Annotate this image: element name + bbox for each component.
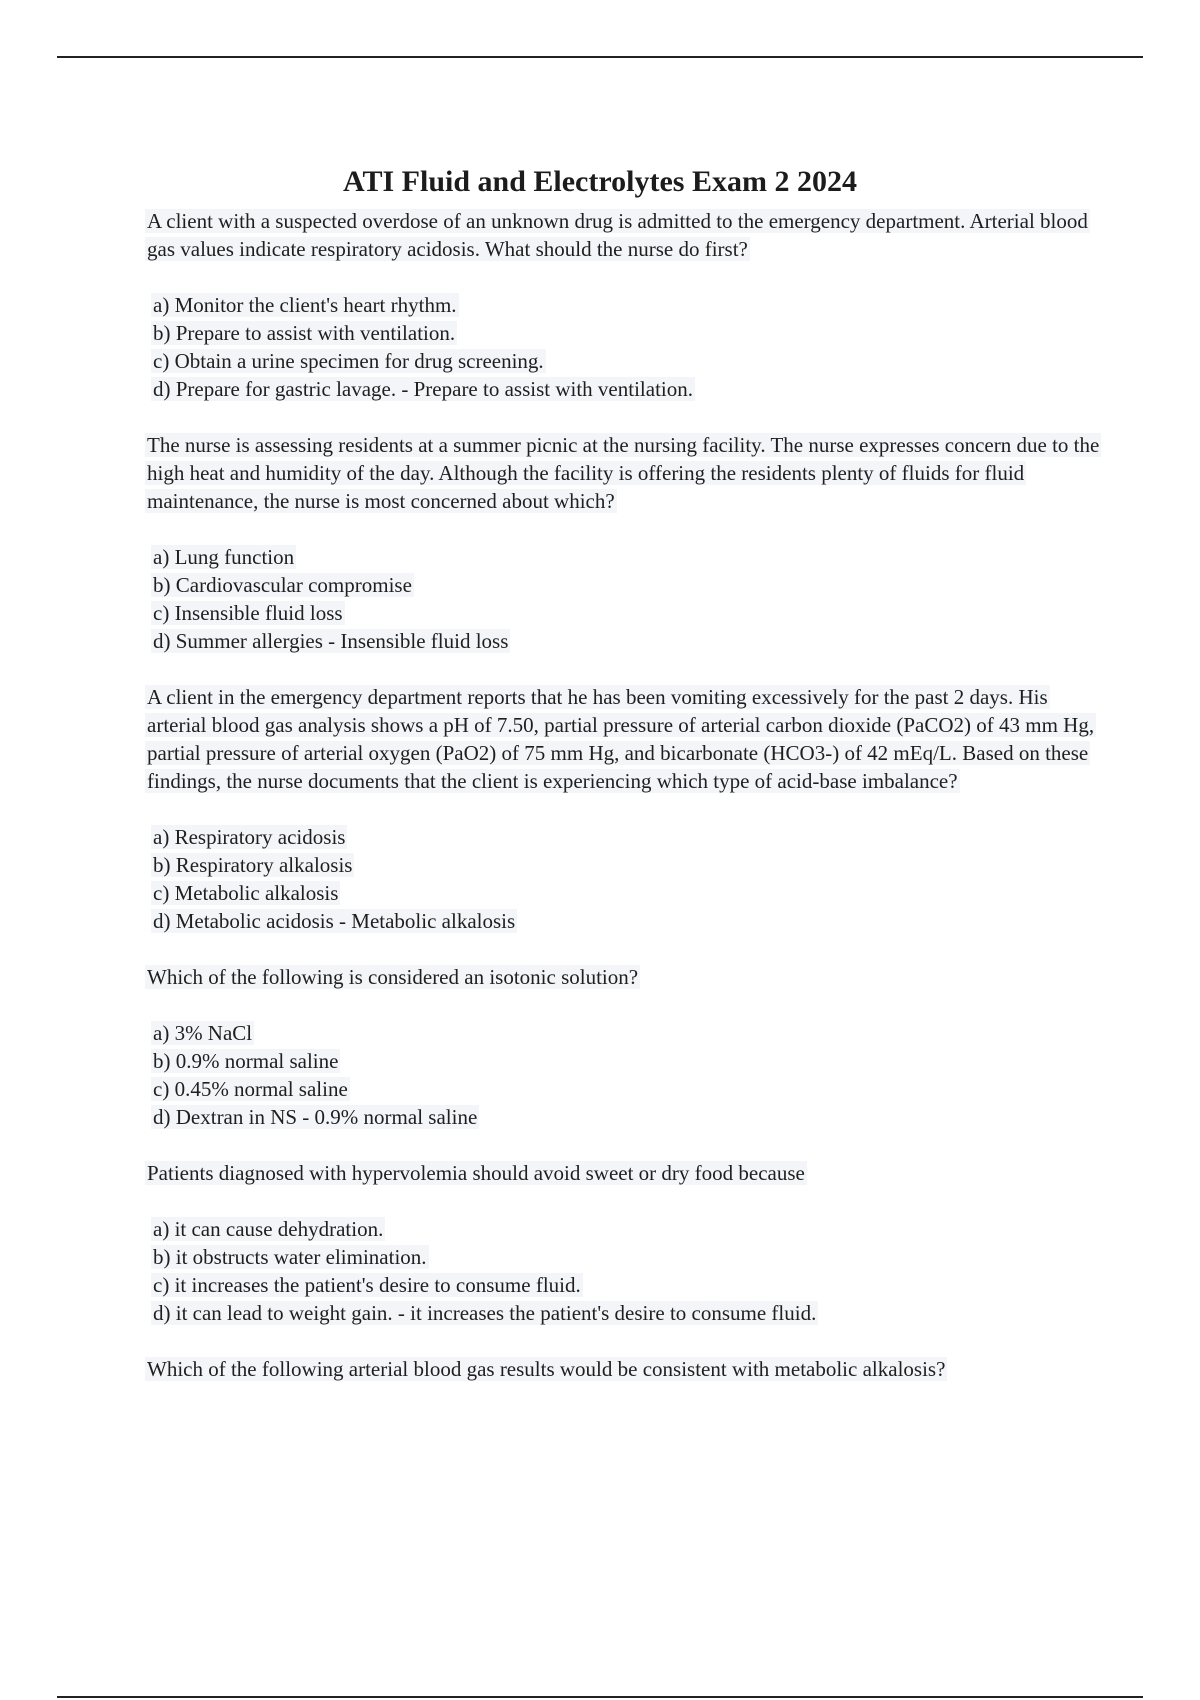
- answer-option-a: a) Monitor the client's heart rhythm.: [153, 293, 457, 317]
- question-text: Which of the following arterial blood gas results would be consistent with metabolic alkalosis?: [147, 1357, 946, 1381]
- answer-option-c: c) Insensible fluid loss: [153, 601, 343, 625]
- question-2: [145, 431, 1105, 655]
- answer-option-a: a) Respiratory acidosis: [153, 825, 346, 849]
- answer-option-b: b) Prepare to assist with ventilation.: [153, 321, 456, 345]
- answer-option-b: b) it obstructs water elimination.: [153, 1245, 427, 1269]
- answer-option-a: a) Lung function: [153, 545, 295, 569]
- question-text: The nurse is assessing residents at a summer picnic at the nursing facility. The nurse expresses concern due to the high heat and humidity of the day. Although the facility is offering the residents plenty of fluids for fluid maintenance, the nurse is most concerned about which?: [147, 433, 1100, 513]
- question-1: [145, 207, 1105, 403]
- answer-option-d: d) Prepare for gastric lavage. - Prepare to assist with ventilation.: [153, 377, 693, 401]
- page-title: ATI Fluid and Electrolytes Exam 2 2024: [343, 165, 857, 199]
- answer-option-a: a) 3% NaCl: [153, 1021, 253, 1045]
- answer-option-d: d) Dextran in NS - 0.9% normal saline: [153, 1105, 478, 1129]
- answer-option-c: c) it increases the patient's desire to consume fluid.: [153, 1273, 581, 1297]
- answer-option-b: b) Cardiovascular compromise: [153, 573, 412, 597]
- question-6: [145, 1355, 1105, 1383]
- answer-options: [151, 291, 1105, 403]
- question-3: [145, 683, 1105, 935]
- answer-options: [151, 1215, 1105, 1327]
- answer-option-b: b) 0.9% normal saline: [153, 1049, 339, 1073]
- top-rule: [57, 56, 1143, 58]
- question-text: A client in the emergency department reports that he has been vomiting excessively for the past 2 days. His arterial blood gas analysis shows a pH of 7.50, partial pressure of arterial carbon dioxide (PaCO2) of 43 mm Hg, partial pressure of arterial oxygen (PaO2) of 75 mm Hg, and bicarbonate (HCO3-) of 42 mEq/L. Based on these findings, the nurse documents that the client is experiencing which type of acid-base imbalance?: [147, 685, 1095, 793]
- question-list: [145, 207, 1105, 1411]
- question-text: Patients diagnosed with hypervolemia should avoid sweet or dry food because: [147, 1161, 805, 1185]
- answer-options: [151, 823, 1105, 935]
- answer-option-d: d) it can lead to weight gain. - it increases the patient's desire to consume fluid.: [153, 1301, 817, 1325]
- answer-option-a: a) it can cause dehydration.: [153, 1217, 384, 1241]
- answer-options: [151, 543, 1105, 655]
- answer-option-c: c) Metabolic alkalosis: [153, 881, 339, 905]
- answer-option-c: c) Obtain a urine specimen for drug screening.: [153, 349, 544, 373]
- question-4: [145, 963, 1105, 1131]
- answer-option-b: b) Respiratory alkalosis: [153, 853, 353, 877]
- answer-option-c: c) 0.45% normal saline: [153, 1077, 348, 1101]
- answer-option-d: d) Metabolic acidosis - Metabolic alkalosis: [153, 909, 516, 933]
- question-text: Which of the following is considered an isotonic solution?: [147, 965, 639, 989]
- question-5: [145, 1159, 1105, 1327]
- answer-options: [151, 1019, 1105, 1131]
- question-text: A client with a suspected overdose of an unknown drug is admitted to the emergency department. Arterial blood gas values indicate respiratory acidosis. What should the nurse do first?: [147, 209, 1088, 261]
- answer-option-d: d) Summer allergies - Insensible fluid loss: [153, 629, 509, 653]
- bottom-rule: [57, 1696, 1143, 1698]
